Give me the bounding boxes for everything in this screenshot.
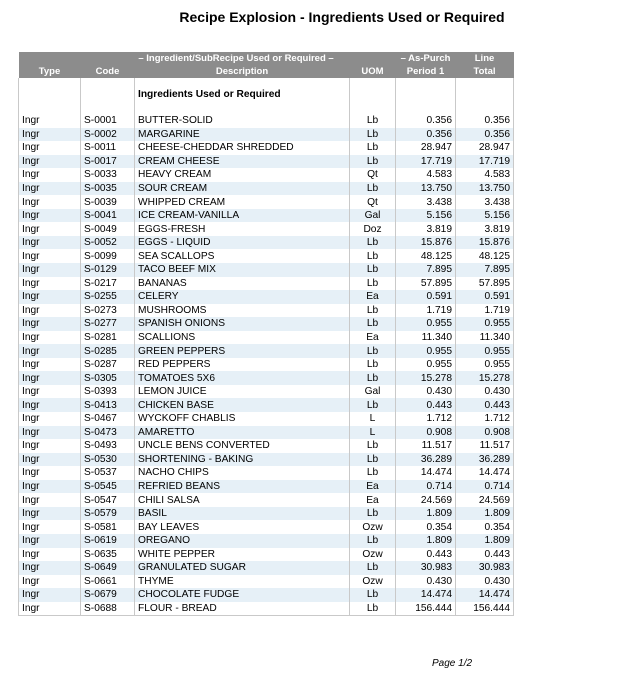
cell-period: 28.947 <box>396 141 456 155</box>
cell-code: S-0661 <box>81 575 135 589</box>
table-row <box>19 588 514 602</box>
cell-uom: Lb <box>350 344 396 358</box>
cell-total: 48.125 <box>456 249 514 263</box>
cell-type: Ingr <box>19 575 81 589</box>
cell-type: Ingr <box>19 561 81 575</box>
cell-period: 4.583 <box>396 168 456 182</box>
cell-total: 0.354 <box>456 520 514 534</box>
cell-type: Ingr <box>19 155 81 169</box>
cell-description: CELERY <box>135 290 350 304</box>
cell-uom: L <box>350 412 396 426</box>
cell-description: ICE CREAM-VANILLA <box>135 209 350 223</box>
cell-type: Ingr <box>19 398 81 412</box>
header-period: Period 1 <box>396 65 456 78</box>
table-row <box>19 561 514 575</box>
cell-uom: Lb <box>350 453 396 467</box>
cell-uom: Gal <box>350 209 396 223</box>
cell-type: Ingr <box>19 493 81 507</box>
cell-uom: Qt <box>350 168 396 182</box>
cell-period: 0.443 <box>396 548 456 562</box>
cell-uom: Ozw <box>350 575 396 589</box>
table-row <box>19 249 514 263</box>
cell-total: 0.591 <box>456 290 514 304</box>
cell-code: S-0688 <box>81 602 135 616</box>
cell-type: Ingr <box>19 182 81 196</box>
cell-code: S-0052 <box>81 236 135 250</box>
table-row <box>19 466 514 480</box>
cell-description: TACO BEEF MIX <box>135 263 350 277</box>
cell-period: 3.819 <box>396 222 456 236</box>
table-row <box>19 236 514 250</box>
cell-total: 7.895 <box>456 263 514 277</box>
cell-period: 13.750 <box>396 182 456 196</box>
cell-code: S-0537 <box>81 466 135 480</box>
cell-code: S-0530 <box>81 453 135 467</box>
cell-type: Ingr <box>19 141 81 155</box>
cell-description: RED PEPPERS <box>135 358 350 372</box>
cell-description: SCALLIONS <box>135 331 350 345</box>
table-row <box>19 304 514 318</box>
cell-period: 24.569 <box>396 493 456 507</box>
cell-type: Ingr <box>19 290 81 304</box>
cell-code: S-0467 <box>81 412 135 426</box>
cell-uom: Doz <box>350 222 396 236</box>
cell-description: FLOUR - BREAD <box>135 602 350 616</box>
cell-total: 1.712 <box>456 412 514 426</box>
table-row <box>19 182 514 196</box>
ingredients-table <box>18 52 514 616</box>
table-row <box>19 317 514 331</box>
table-row <box>19 453 514 467</box>
table-row <box>19 371 514 385</box>
cell-total: 1.809 <box>456 534 514 548</box>
cell-period: 15.278 <box>396 371 456 385</box>
cell-uom: Lb <box>350 128 396 142</box>
cell-description: SOUR CREAM <box>135 182 350 196</box>
cell-type: Ingr <box>19 344 81 358</box>
cell-uom: Lb <box>350 371 396 385</box>
cell-type: Ingr <box>19 548 81 562</box>
cell-code: S-0011 <box>81 141 135 155</box>
cell-total: 3.819 <box>456 222 514 236</box>
cell-type: Ingr <box>19 317 81 331</box>
cell-description: SHORTENING - BAKING <box>135 453 350 467</box>
cell-uom: Lb <box>350 439 396 453</box>
cell-period: 0.955 <box>396 317 456 331</box>
cell-uom: Lb <box>350 561 396 575</box>
cell-description: OREGANO <box>135 534 350 548</box>
table-row <box>19 331 514 345</box>
cell-code: S-0547 <box>81 493 135 507</box>
cell-description: LEMON JUICE <box>135 385 350 399</box>
cell-code: S-0545 <box>81 480 135 494</box>
cell-period: 57.895 <box>396 277 456 291</box>
header-group-main: – Ingredient/SubRecipe Used or Required – <box>19 52 396 65</box>
cell-period: 0.955 <box>396 358 456 372</box>
cell-code: S-0217 <box>81 277 135 291</box>
cell-period: 17.719 <box>396 155 456 169</box>
cell-period: 0.356 <box>396 114 456 128</box>
page-number: Page 1/2 <box>432 658 473 669</box>
cell-code: S-0581 <box>81 520 135 534</box>
cell-description: CHILI SALSA <box>135 493 350 507</box>
cell-total: 57.895 <box>456 277 514 291</box>
section-row <box>19 84 514 104</box>
cell-period: 0.356 <box>396 128 456 142</box>
cell-uom: Ea <box>350 290 396 304</box>
cell-description: BAY LEAVES <box>135 520 350 534</box>
cell-type: Ingr <box>19 480 81 494</box>
cell-type: Ingr <box>19 426 81 440</box>
cell-type: Ingr <box>19 588 81 602</box>
cell-period: 11.517 <box>396 439 456 453</box>
cell-period: 0.955 <box>396 344 456 358</box>
cell-code: S-0099 <box>81 249 135 263</box>
cell-uom: Lb <box>350 182 396 196</box>
cell-description: UNCLE BENS CONVERTED <box>135 439 350 453</box>
cell-description: GREEN PEPPERS <box>135 344 350 358</box>
cell-period: 0.908 <box>396 426 456 440</box>
cell-description: AMARETTO <box>135 426 350 440</box>
cell-type: Ingr <box>19 195 81 209</box>
cell-total: 11.517 <box>456 439 514 453</box>
cell-uom: Gal <box>350 385 396 399</box>
cell-description: WHITE PEPPER <box>135 548 350 562</box>
cell-period: 14.474 <box>396 588 456 602</box>
table-row <box>19 128 514 142</box>
cell-code: S-0033 <box>81 168 135 182</box>
header-code: Code <box>81 65 135 78</box>
cell-uom: Lb <box>350 263 396 277</box>
header-total: Total <box>456 65 514 78</box>
cell-code: S-0579 <box>81 507 135 521</box>
cell-description: REFRIED BEANS <box>135 480 350 494</box>
cell-total: 15.278 <box>456 371 514 385</box>
cell-uom: Lb <box>350 155 396 169</box>
table-row <box>19 155 514 169</box>
table-row <box>19 493 514 507</box>
cell-code: S-0035 <box>81 182 135 196</box>
cell-description: GRANULATED SUGAR <box>135 561 350 575</box>
cell-type: Ingr <box>19 439 81 453</box>
cell-code: S-0255 <box>81 290 135 304</box>
cell-period: 1.809 <box>396 534 456 548</box>
table-row <box>19 548 514 562</box>
table-row <box>19 385 514 399</box>
cell-period: 15.876 <box>396 236 456 250</box>
cell-uom: Lb <box>350 114 396 128</box>
cell-type: Ingr <box>19 358 81 372</box>
cell-description: BASIL <box>135 507 350 521</box>
cell-uom: Lb <box>350 317 396 331</box>
cell-total: 0.430 <box>456 385 514 399</box>
table-row <box>19 534 514 548</box>
cell-period: 48.125 <box>396 249 456 263</box>
cell-uom: Lb <box>350 588 396 602</box>
cell-description: CHICKEN BASE <box>135 398 350 412</box>
cell-total: 0.443 <box>456 548 514 562</box>
cell-period: 1.712 <box>396 412 456 426</box>
cell-type: Ingr <box>19 209 81 223</box>
cell-type: Ingr <box>19 222 81 236</box>
table-row <box>19 439 514 453</box>
cell-code: S-0001 <box>81 114 135 128</box>
cell-code: S-0287 <box>81 358 135 372</box>
cell-type: Ingr <box>19 236 81 250</box>
cell-uom: Lb <box>350 277 396 291</box>
cell-code: S-0679 <box>81 588 135 602</box>
cell-period: 5.156 <box>396 209 456 223</box>
cell-uom: Lb <box>350 398 396 412</box>
cell-total: 0.356 <box>456 114 514 128</box>
cell-total: 1.719 <box>456 304 514 318</box>
header-type: Type <box>19 65 81 78</box>
table-row <box>19 141 514 155</box>
cell-uom: Lb <box>350 507 396 521</box>
table-row <box>19 277 514 291</box>
cell-code: S-0017 <box>81 155 135 169</box>
cell-code: S-0473 <box>81 426 135 440</box>
table-row <box>19 209 514 223</box>
cell-code: S-0273 <box>81 304 135 318</box>
cell-type: Ingr <box>19 263 81 277</box>
cell-type: Ingr <box>19 507 81 521</box>
cell-period: 36.289 <box>396 453 456 467</box>
cell-description: EGGS - LIQUID <box>135 236 350 250</box>
cell-total: 0.955 <box>456 344 514 358</box>
header-group-row <box>19 52 514 65</box>
cell-description: CREAM CHEESE <box>135 155 350 169</box>
cell-uom: Ozw <box>350 548 396 562</box>
table-row <box>19 507 514 521</box>
cell-total: 24.569 <box>456 493 514 507</box>
table-row <box>19 114 514 128</box>
cell-total: 14.474 <box>456 466 514 480</box>
cell-total: 13.750 <box>456 182 514 196</box>
cell-description: EGGS-FRESH <box>135 222 350 236</box>
cell-total: 0.430 <box>456 575 514 589</box>
cell-code: S-0619 <box>81 534 135 548</box>
cell-period: 0.714 <box>396 480 456 494</box>
cell-period: 14.474 <box>396 466 456 480</box>
cell-type: Ingr <box>19 520 81 534</box>
cell-total: 0.443 <box>456 398 514 412</box>
cell-type: Ingr <box>19 128 81 142</box>
cell-code: S-0039 <box>81 195 135 209</box>
cell-type: Ingr <box>19 371 81 385</box>
cell-period: 0.430 <box>396 385 456 399</box>
header-group-purch: – As-Purch <box>396 52 456 65</box>
table-row <box>19 520 514 534</box>
cell-description: BUTTER-SOLID <box>135 114 350 128</box>
cell-period: 1.719 <box>396 304 456 318</box>
cell-total: 36.289 <box>456 453 514 467</box>
cell-period: 0.443 <box>396 398 456 412</box>
cell-code: S-0413 <box>81 398 135 412</box>
cell-code: S-0277 <box>81 317 135 331</box>
cell-uom: Lb <box>350 304 396 318</box>
cell-uom: Ozw <box>350 520 396 534</box>
cell-total: 30.983 <box>456 561 514 575</box>
cell-period: 0.591 <box>396 290 456 304</box>
cell-uom: Ea <box>350 480 396 494</box>
cell-period: 30.983 <box>396 561 456 575</box>
cell-code: S-0002 <box>81 128 135 142</box>
cell-uom: Lb <box>350 602 396 616</box>
cell-type: Ingr <box>19 249 81 263</box>
cell-description: MARGARINE <box>135 128 350 142</box>
cell-uom: Lb <box>350 358 396 372</box>
table-row <box>19 263 514 277</box>
header-group-line: Line <box>456 52 514 65</box>
cell-uom: Lb <box>350 534 396 548</box>
cell-period: 11.340 <box>396 331 456 345</box>
cell-uom: Lb <box>350 141 396 155</box>
header-column-row <box>19 65 514 78</box>
cell-description: HEAVY CREAM <box>135 168 350 182</box>
cell-type: Ingr <box>19 304 81 318</box>
cell-description: BANANAS <box>135 277 350 291</box>
cell-total: 15.876 <box>456 236 514 250</box>
cell-total: 28.947 <box>456 141 514 155</box>
cell-total: 14.474 <box>456 588 514 602</box>
header-uom: UOM <box>350 65 396 78</box>
cell-description: CHOCOLATE FUDGE <box>135 588 350 602</box>
cell-type: Ingr <box>19 277 81 291</box>
cell-code: S-0285 <box>81 344 135 358</box>
cell-description: NACHO CHIPS <box>135 466 350 480</box>
cell-uom: Lb <box>350 466 396 480</box>
table-row <box>19 575 514 589</box>
table-row <box>19 398 514 412</box>
cell-description: SPANISH ONIONS <box>135 317 350 331</box>
table-row <box>19 480 514 494</box>
cell-description: CHEESE-CHEDDAR SHREDDED <box>135 141 350 155</box>
table-row <box>19 344 514 358</box>
cell-type: Ingr <box>19 466 81 480</box>
report-title: Recipe Explosion - Ingredients Used or Required <box>179 9 505 25</box>
cell-type: Ingr <box>19 412 81 426</box>
table-row <box>19 602 514 616</box>
cell-period: 156.444 <box>396 602 456 616</box>
cell-code: S-0393 <box>81 385 135 399</box>
spacer-row <box>19 104 514 114</box>
cell-type: Ingr <box>19 168 81 182</box>
cell-total: 11.340 <box>456 331 514 345</box>
cell-uom: Lb <box>350 249 396 263</box>
cell-total: 17.719 <box>456 155 514 169</box>
cell-period: 7.895 <box>396 263 456 277</box>
table-row <box>19 222 514 236</box>
cell-uom: Qt <box>350 195 396 209</box>
cell-description: TOMATOES 5X6 <box>135 371 350 385</box>
cell-code: S-0041 <box>81 209 135 223</box>
cell-description: WHIPPED CREAM <box>135 195 350 209</box>
cell-type: Ingr <box>19 534 81 548</box>
cell-total: 4.583 <box>456 168 514 182</box>
cell-period: 3.438 <box>396 195 456 209</box>
cell-total: 0.955 <box>456 358 514 372</box>
cell-total: 0.714 <box>456 480 514 494</box>
table-row <box>19 195 514 209</box>
cell-code: S-0049 <box>81 222 135 236</box>
table-row <box>19 168 514 182</box>
table-row <box>19 358 514 372</box>
cell-description: MUSHROOMS <box>135 304 350 318</box>
cell-description: SEA SCALLOPS <box>135 249 350 263</box>
cell-total: 0.356 <box>456 128 514 142</box>
section-label: Ingredients Used or Required <box>135 84 350 104</box>
cell-total: 0.908 <box>456 426 514 440</box>
cell-type: Ingr <box>19 602 81 616</box>
cell-uom: Lb <box>350 236 396 250</box>
table-row <box>19 290 514 304</box>
cell-type: Ingr <box>19 453 81 467</box>
cell-code: S-0129 <box>81 263 135 277</box>
cell-description: WYCKOFF CHABLIS <box>135 412 350 426</box>
table-row <box>19 426 514 440</box>
cell-code: S-0649 <box>81 561 135 575</box>
cell-period: 0.354 <box>396 520 456 534</box>
cell-uom: L <box>350 426 396 440</box>
cell-uom: Ea <box>350 331 396 345</box>
cell-code: S-0635 <box>81 548 135 562</box>
cell-type: Ingr <box>19 385 81 399</box>
cell-total: 0.955 <box>456 317 514 331</box>
cell-period: 1.809 <box>396 507 456 521</box>
cell-type: Ingr <box>19 331 81 345</box>
header-description: Description <box>135 65 350 78</box>
cell-total: 1.809 <box>456 507 514 521</box>
cell-code: S-0305 <box>81 371 135 385</box>
cell-period: 0.430 <box>396 575 456 589</box>
cell-total: 3.438 <box>456 195 514 209</box>
cell-total: 5.156 <box>456 209 514 223</box>
cell-code: S-0281 <box>81 331 135 345</box>
cell-total: 156.444 <box>456 602 514 616</box>
cell-type: Ingr <box>19 114 81 128</box>
cell-code: S-0493 <box>81 439 135 453</box>
cell-uom: Ea <box>350 493 396 507</box>
table-row <box>19 412 514 426</box>
cell-description: THYME <box>135 575 350 589</box>
